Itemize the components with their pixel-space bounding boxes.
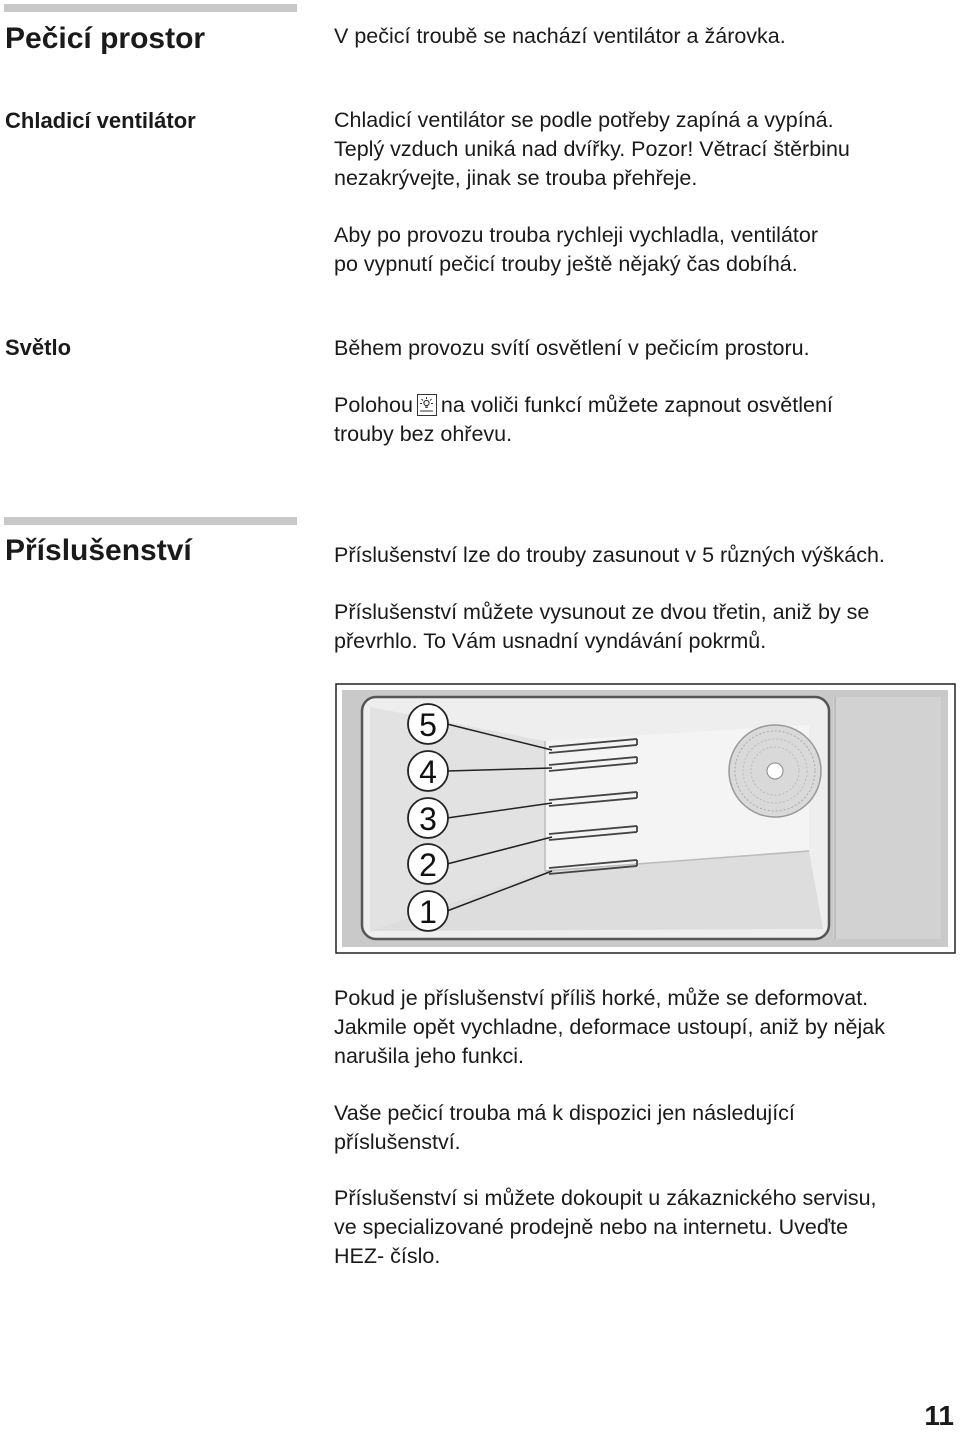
text-line: Polohou [334, 393, 413, 417]
text-line: trouby bez ohřevu. [334, 422, 513, 446]
cooling-fan-paragraph-2 [334, 221, 954, 279]
text-line: narušila jeho funkci. [334, 1044, 525, 1068]
text-line: ve specializované prodejně nebo na internetu. Uveďte [334, 1215, 849, 1239]
text-line: po vypnutí pečicí trouby ještě nějaký čas dobíhá. [334, 252, 798, 276]
accessories-paragraph-4 [334, 1099, 954, 1157]
shelf-level-label: 3 [419, 801, 437, 837]
section-heading-baking-space: Pečicí prostor [5, 22, 206, 55]
section-divider-bar [4, 517, 297, 525]
shelf-level-label: 4 [419, 754, 437, 790]
accessories-paragraph-5 [334, 1184, 954, 1271]
text-line: Vaše pečicí trouba má k dispozici jen následující [334, 1101, 795, 1125]
page-number: 11 [924, 1400, 954, 1431]
shelf-level-label: 5 [419, 707, 437, 743]
light-paragraph-2 [334, 391, 954, 449]
text-line: Teplý vzduch uniká nad dvířky. Pozor! Větrací štěrbinu [334, 137, 850, 161]
text-line: Jakmile opět vychladne, deformace ustoupí, aniž by nějak [334, 1015, 885, 1039]
text-line: Chladicí ventilátor se podle potřeby zapíná a vypíná. [334, 108, 834, 132]
text-line: HEZ- číslo. [334, 1244, 441, 1268]
text-line: Aby po provozu trouba rychleji vychladla, ventilátor [334, 223, 819, 247]
subheading-cooling-fan: Chladicí ventilátor [5, 108, 196, 133]
baking-space-intro: V pečicí troubě se nachází ventilátor a žárovka. [334, 24, 786, 48]
shelf-level-label: 1 [419, 894, 437, 930]
section-divider-bar [4, 4, 297, 12]
oven-shelf-levels-illustration [335, 683, 956, 954]
text-line: Pokud je příslušenství příliš horké, může se deformovat. [334, 986, 869, 1010]
convection-fan-icon [729, 725, 821, 817]
section-heading-accessories: Příslušenství [5, 534, 192, 567]
accessories-paragraph-2 [334, 598, 954, 656]
text-line: nezakrývejte, jinak se trouba přehřeje. [334, 166, 698, 190]
shelf-level-label: 2 [419, 847, 437, 883]
text-line: převrhlo. To Vám usnadní vyndávání pokrmů. [334, 629, 767, 653]
accessories-paragraph-3 [334, 984, 954, 1071]
text-line: Příslušenství si můžete dokoupit u zákaznického servisu, [334, 1186, 877, 1210]
cooling-fan-paragraph-1 [334, 106, 954, 193]
light-paragraph-1: Během provozu svítí osvětlení v pečicím prostoru. [334, 336, 810, 360]
accessories-paragraph-1: Příslušenství lze do trouby zasunout v 5 různých výškách. [334, 543, 885, 567]
text-line: Příslušenství můžete vysunout ze dvou třetin, aniž by se [334, 600, 870, 624]
text-line: na voliči funkcí můžete zapnout osvětlení [440, 393, 833, 417]
subheading-light: Světlo [5, 335, 72, 360]
text-line: příslušenství. [334, 1130, 461, 1154]
oven-light-icon [417, 394, 437, 416]
